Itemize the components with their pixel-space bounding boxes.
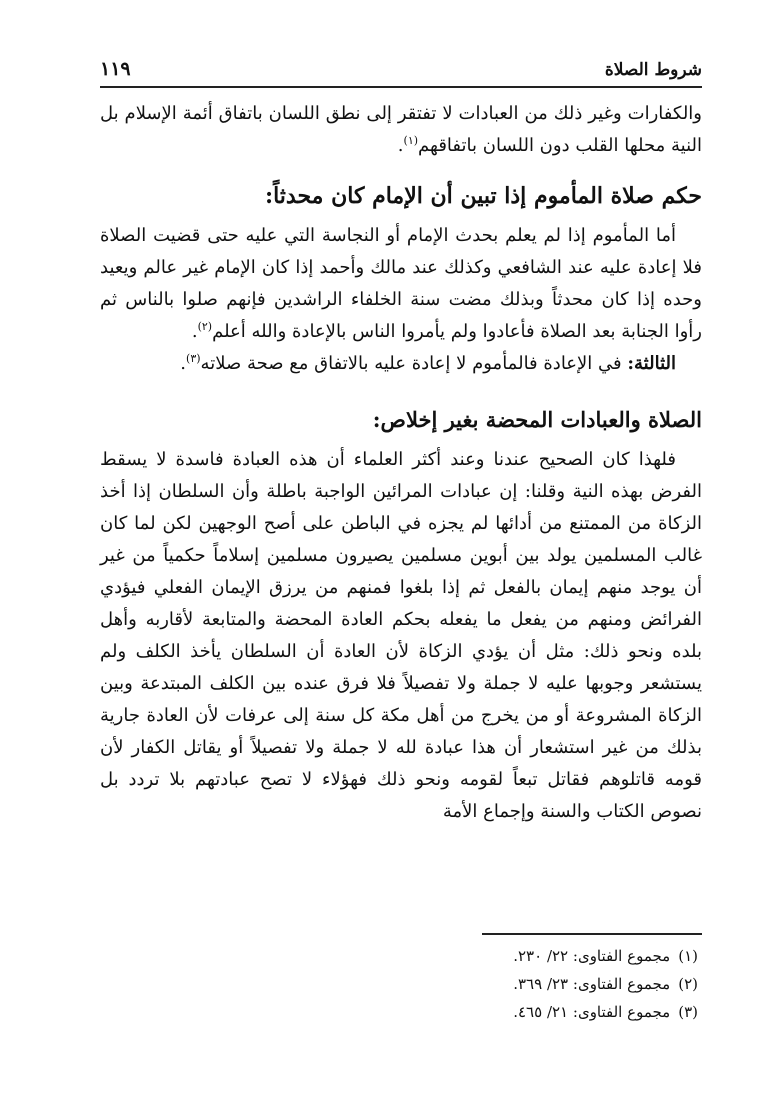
paragraph-3-lead: الثالثة: xyxy=(627,353,676,374)
paragraph-1-end: . xyxy=(397,135,404,156)
paragraph-2 xyxy=(100,220,702,348)
footnote-number: (٣) xyxy=(678,1003,698,1021)
paragraph-2-end: . xyxy=(191,321,198,342)
footnote-text: مجموع الفتاوى: ٢٣/ ٣٦٩. xyxy=(513,975,671,993)
running-title: شروط الصلاة xyxy=(604,60,702,80)
section-heading-imam-impurity: حكم صلاة المأموم إذا تبين أن الإمام كان محدثاً: xyxy=(264,183,702,209)
main-text xyxy=(100,98,702,828)
page-number: ١١٩ xyxy=(100,58,131,80)
footnote-number: (٢) xyxy=(678,975,698,993)
paragraph-3 xyxy=(100,348,702,380)
footnote-ref-1: (١) xyxy=(403,134,419,147)
footnote-text: مجموع الفتاوى: ٢١/ ٤٦٥. xyxy=(513,1003,671,1021)
footnote-item xyxy=(513,998,698,1026)
footnote-item xyxy=(513,942,698,970)
paragraph-2-text: أما المأموم إذا لم يعلم بحدث الإمام أو النجاسة التي عليه حتى قضيت الصلاة فلا إعادة عليه عند الشافعي وكذلك عند مالك وأحمد إذا كان الإمام غير عالم ويعيد وحده إذا كان محدثاً وبذلك مضت سنة الخلفاء الراشدين فإنهم صلوا بالناس ثم رأوا الجنابة بعد الصلاة فأعادوا ولم يأمروا الناس بالإعادة والله أعلم xyxy=(100,225,702,342)
paragraph-3-text: في الإعادة فالمأموم لا إعادة عليه بالاتفاق مع صحة صلاته xyxy=(200,353,628,374)
footnote-ref-3: (٣) xyxy=(186,352,201,365)
footnote-ref-2: (٢) xyxy=(197,320,213,333)
footnote-separator xyxy=(482,933,702,935)
footnote-number: (١) xyxy=(678,947,698,965)
paragraph-3-end: . xyxy=(180,353,187,374)
page-header xyxy=(100,40,702,88)
section-heading-sincerity: الصلاة والعبادات المحضة بغير إخلاص: xyxy=(372,407,702,432)
footnote-text: مجموع الفتاوى: ٢٢/ ٢٣٠. xyxy=(513,947,671,965)
paragraph-1-text: والكفارات وغير ذلك من العبادات لا تفتقر إلى نطق اللسان باتفاق أئمة الإسلام بل النية محلها القلب دون اللسان باتفاقهم xyxy=(100,103,702,156)
paragraph-1 xyxy=(100,98,702,162)
footnote-item xyxy=(513,970,698,998)
footnotes xyxy=(513,942,698,1026)
paragraph-4: فلهذا كان الصحيح عندنا وعند أكثر العلماء أن هذه العبادة فاسدة لا يسقط الفرض بهذه النية وقلنا: إن عبادات المرائين الواجبة باطلة وأن السلطان إذا أخذ الزكاة من الممتنع من أدائها لم يجزه في الباطن على أصح الوجهين لكن لما كان غالب المسلمين يولد بين أبوين مسلمين يصيرون مسلمين إسلاماً حكمياً من غير أن يوجد منهم إيمان بالفعل ثم إذا بلغوا فمنهم من يرزق الإيمان الفعلي فيؤدي الفرائض ومنهم من يفعل ما يفعله بحكم العادة المحضة والمتابعة لأقاربه وأهل بلده ونحو ذلك: مثل أن يؤدي الزكاة لأن العادة أن السلطان يأخذ الكلف ولم يستشعر وجوبها عليه لا جملة ولا تفصيلاً فلا فرق عنده بين الكلف المبتدعة وبين الزكاة المشروعة أو من يخرج من أهل مكة كل سنة إلى عرفات لأن العادة جارية بذلك من غير استشعار أن هذا عبادة لله لا جملة ولا تفصيلاً أو يقاتل الكفار لأن قومه قاتلوهم فقاتل تبعاً لقومه ونحو ذلك فهؤلاء لا تصح عبادتهم بلا تردد بل نصوص الكتاب والسنة وإجماع الأمة xyxy=(100,449,702,822)
